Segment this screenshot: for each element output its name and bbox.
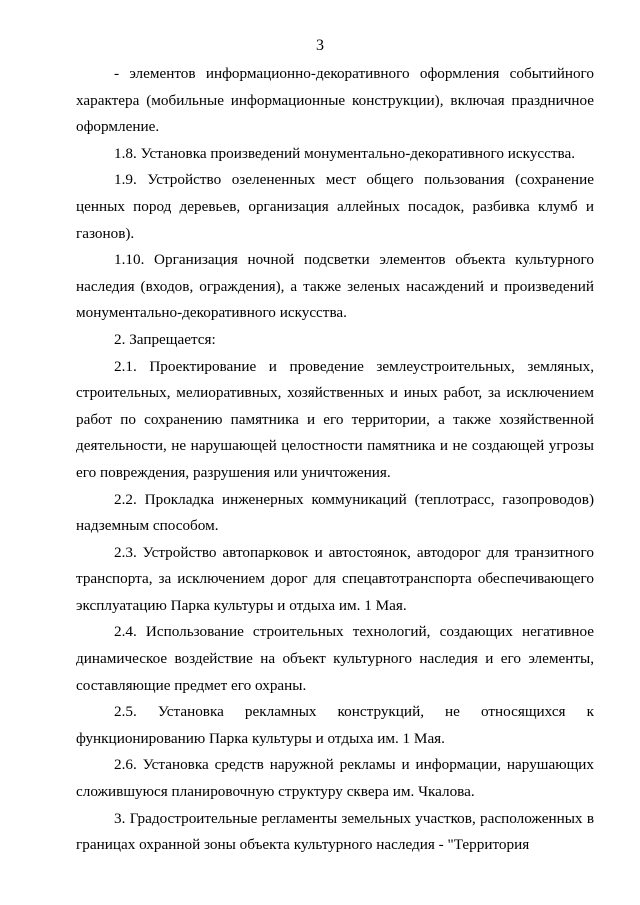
paragraph-decor-elements: - элементов информационно-декоративного оформления событийного характера (мобильные информационные конструкции), включая праздничное оформление. — [76, 65, 594, 136]
paragraph-2-2: 2.2. Прокладка инженерных коммуникаций (теплотрасс, газопроводов) надземным способом. — [76, 490, 594, 535]
paragraph-2-3: 2.3. Устройство автопарковок и автостоянок, автодорог для транзитного транспорта, за исключением дорог для спецавтотранспорта обеспечивающего эксплуатацию Парка культуры и отдыха им. 1 Мая. — [76, 543, 594, 614]
paragraph-2-5: 2.5. Установка рекламных конструкций, не относящихся к функционированию Парка культуры и отдыха им. 1 Мая. — [76, 703, 594, 747]
paragraph-2-4: 2.4. Использование строительных технологий, создающих негативное динамическое воздействие на объект культурного наследия и его элементы, составляющие предмет его охраны. — [76, 623, 594, 694]
paragraph-3: 3. Градостроительные регламенты земельных участков, расположенных в границах охранной зоны объекта культурного наследия - "Территория — [76, 809, 594, 854]
paragraph-2-1: 2.1. Проектирование и проведение землеустроительных, земляных, строительных, мелиоративных, хозяйственных и иных работ, за исключением работ по сохранению памятника и его территории, а также хозяйственной деятельности, не нарушающей целостности памятника и не создающей угрозы его повреждения, разрушения или уничтожения. — [76, 357, 594, 481]
paragraph-1-9: 1.9. Устройство озелененных мест общего пользования (сохранение ценных пород деревьев, организация аллейных посадок, разбивка клумб и газонов). — [76, 171, 594, 242]
paragraph-2-6: 2.6. Установка средств наружной рекламы и информации, нарушающих сложившуюся планировочную структуру сквера им. Чкалова. — [76, 756, 594, 801]
paragraph-2: 2. Запрещается: — [114, 330, 216, 348]
paragraph-1-8: 1.8. Установка произведений монументально-декоративного искусства. — [114, 144, 576, 162]
page-number: 3 — [316, 37, 324, 54]
paragraph-1-10: 1.10. Организация ночной подсветки элементов объекта культурного наследия (входов, ограждения), а также зеленых насаждений и произведений монументально-декоративного искусства. — [76, 251, 594, 322]
document-body — [76, 61, 594, 859]
